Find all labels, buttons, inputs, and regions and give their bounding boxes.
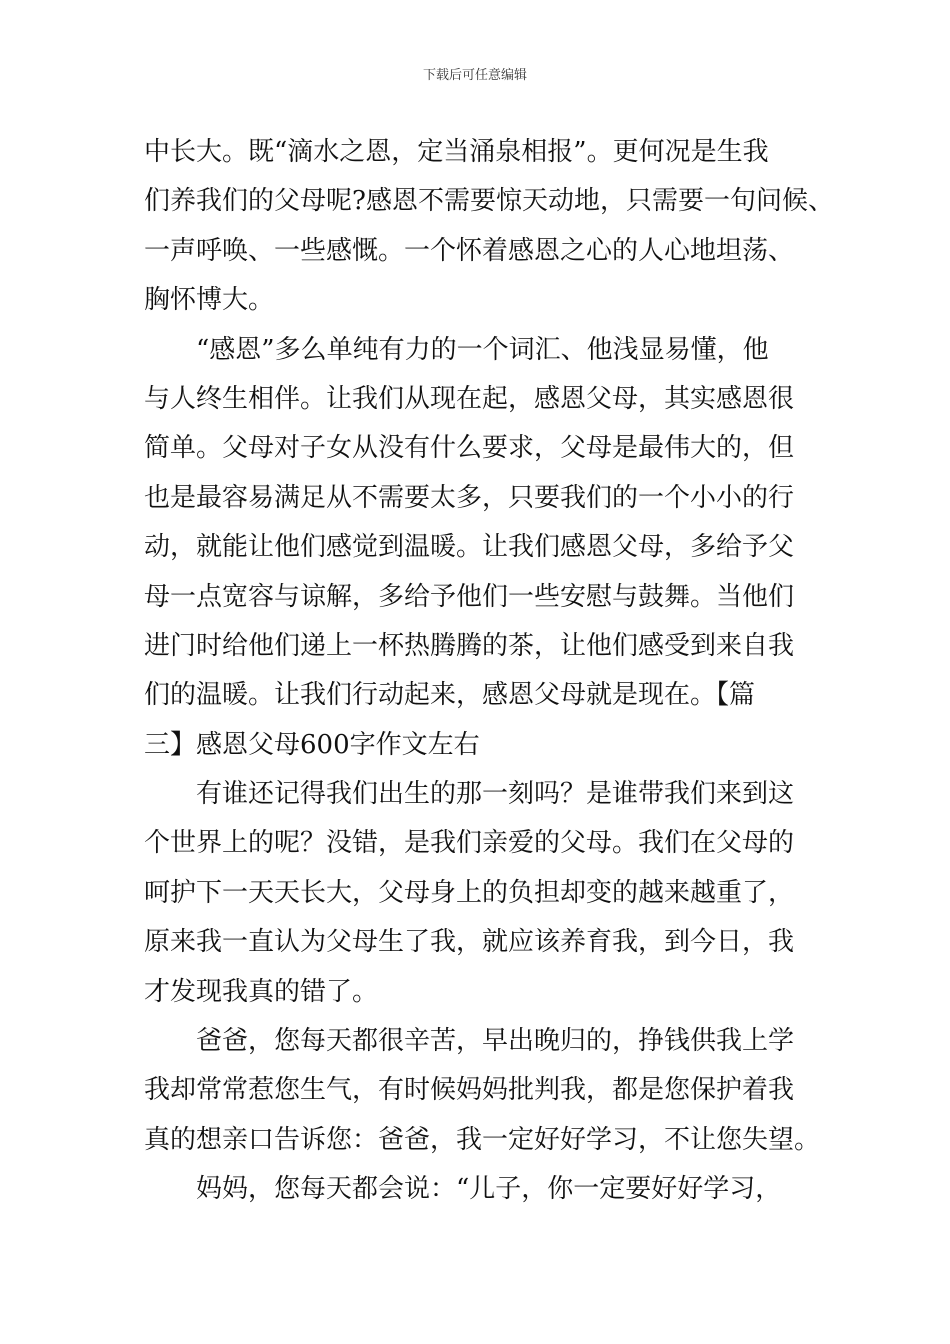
text-line: 进门时给他们递上一杯热腾腾的茶，让他们感受到来自我 bbox=[144, 630, 795, 661]
document-body bbox=[144, 128, 834, 1215]
text-line: 们的温暖。让我们行动起来，感恩父母就是现在。【篇 bbox=[144, 680, 756, 711]
text-line: 也是最容易满足从不需要太多，只要我们的一个小小的行 bbox=[144, 482, 795, 513]
text-line: “感恩”多么单纯有力的一个词汇、他浅显易懂，他 bbox=[196, 334, 769, 365]
text-line: 原来我一直认为父母生了我，就应该养育我，到今日，我 bbox=[144, 927, 795, 958]
text-line: 呵护下一天天长大，父母身上的负担却变的越来越重了， bbox=[144, 877, 795, 908]
text-line: 妈妈，您每天都会说：“儿子，你一定要好好学习， bbox=[196, 1174, 782, 1205]
text-line: 真的想亲口告诉您：爸爸，我一定好好学习，不让您失望。 bbox=[144, 1124, 821, 1155]
text-line: 动，就能让他们感觉到温暖。让我们感恩父母，多给予父 bbox=[144, 532, 795, 563]
text-line: 简单。父母对子女从没有什么要求，父母是最伟大的，但 bbox=[144, 433, 795, 464]
text-line: 个世界上的呢？没错，是我们亲爱的父母。我们在父母的 bbox=[144, 828, 795, 859]
text-line: 爸爸，您每天都很辛苦，早出晚归的，挣钱供我上学 bbox=[196, 1026, 795, 1057]
text-line: 与人终生相伴。让我们从现在起，感恩父母，其实感恩很 bbox=[144, 383, 795, 414]
text-line: 母一点宽容与谅解，多给予他们一些安慰与鼓舞。当他们 bbox=[144, 581, 795, 612]
page-header: 下载后可任意编辑 bbox=[422, 68, 527, 83]
text-line: 才发现我真的错了。 bbox=[144, 976, 379, 1007]
text-line: 们养我们的父母呢?感恩不需要惊天动地，只需要一句问候、 bbox=[144, 186, 834, 217]
text-line: 胸怀博大。 bbox=[144, 285, 275, 316]
text-line: 中长大。既“滴水之恩，定当涌泉相报”。更何况是生我 bbox=[144, 137, 769, 167]
text-line: 一声呼唤、一些感慨。一个怀着感恩之心的人心地坦荡、 bbox=[144, 235, 795, 266]
text-line: 三】感恩父母600字作文左右 bbox=[144, 729, 480, 760]
text-line: 我却常常惹您生气，有时候妈妈批判我，都是您保护着我 bbox=[144, 1075, 795, 1106]
text-line: 有谁还记得我们出生的那一刻吗？是谁带我们来到这 bbox=[196, 779, 795, 810]
